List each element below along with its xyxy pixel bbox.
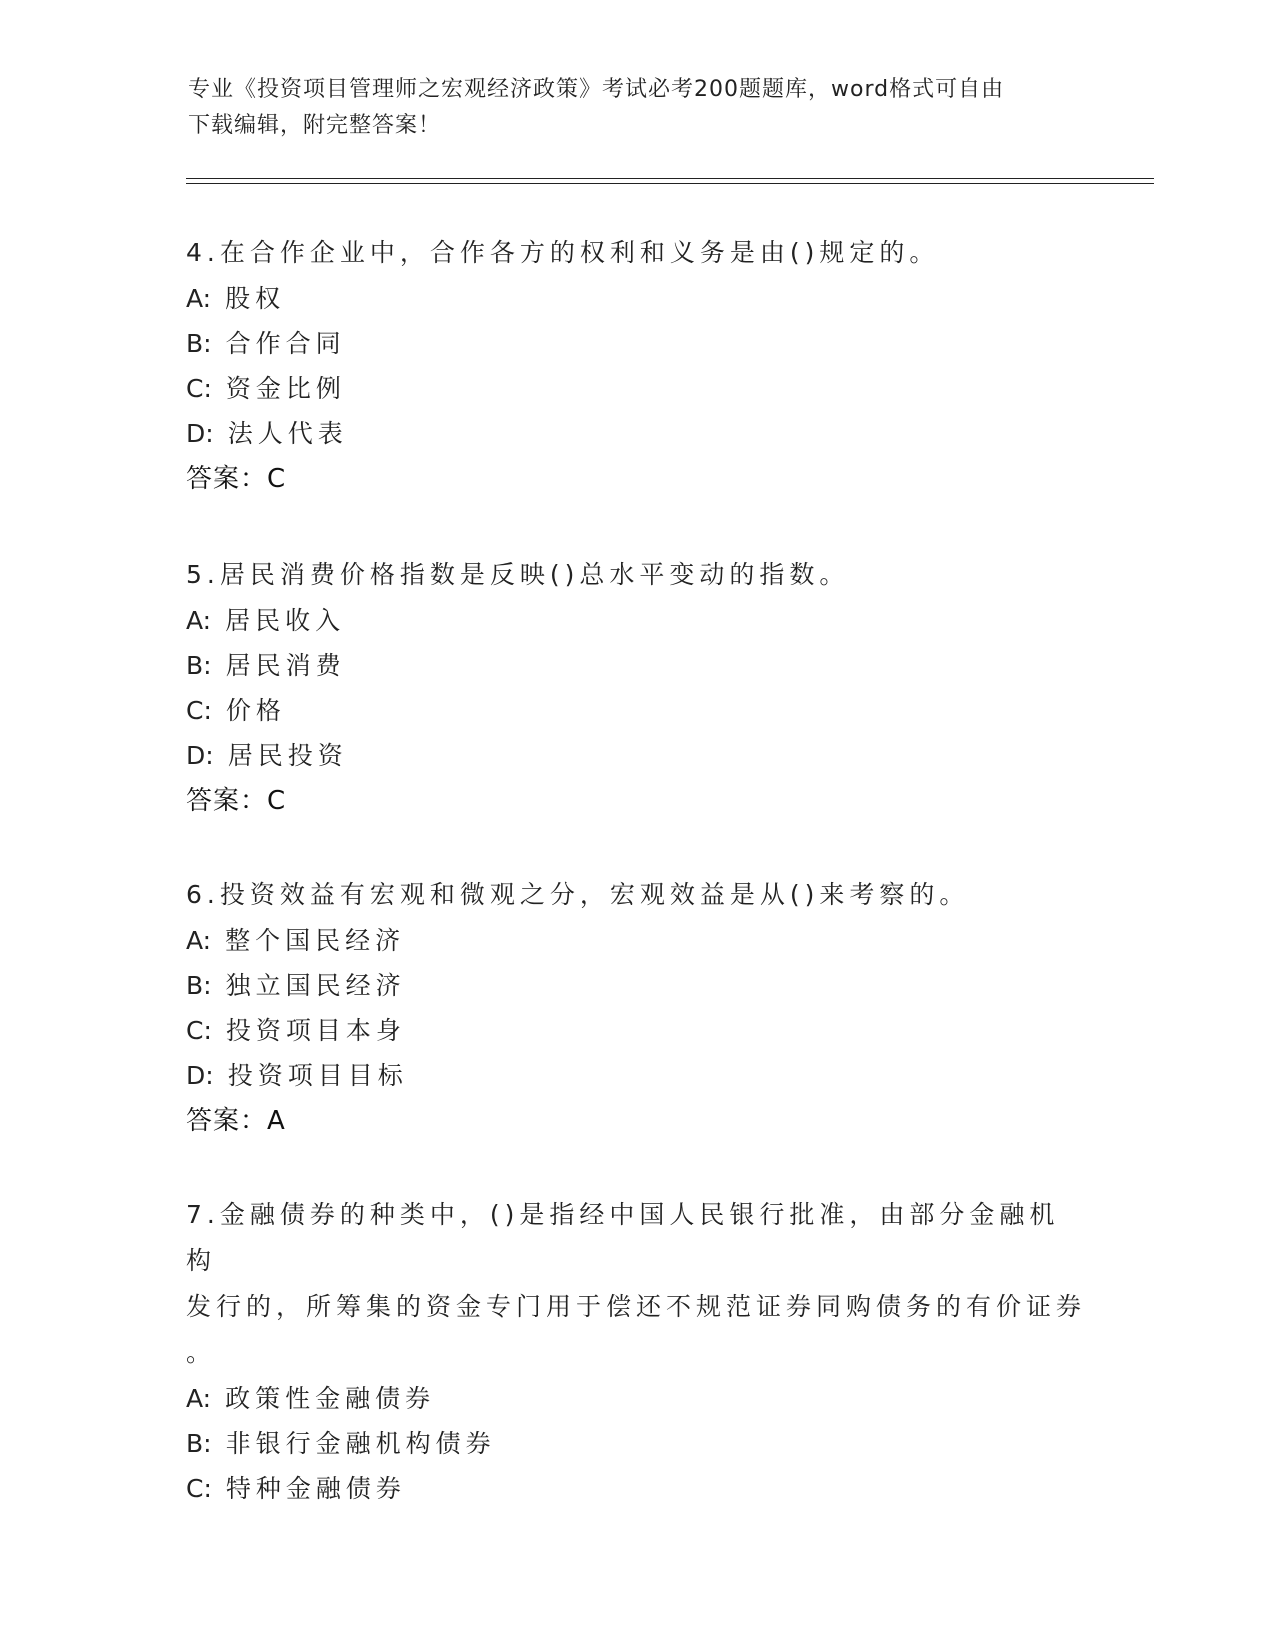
- option-b: [186, 1421, 1086, 1466]
- option-letter: D:: [186, 741, 214, 770]
- header-line-1: 专业《投资项目管理师之宏观经济政策》考试必考200题题库，word格式可自由: [188, 77, 1005, 102]
- option-letter: A:: [186, 284, 212, 313]
- option-text: 合作合同: [225, 329, 346, 358]
- document-header: [188, 72, 1068, 144]
- option-letter: B:: [186, 651, 212, 680]
- option-d: [186, 1053, 1086, 1098]
- option-text: 投资项目目标: [227, 1061, 408, 1090]
- question-block-5: [186, 552, 1086, 824]
- option-text: 政策性金融债券: [225, 1384, 436, 1413]
- option-text: 股权: [225, 284, 286, 313]
- question-text: 6.投资效益有宏观和微观之分，宏观效益是从()来考察的。: [186, 880, 970, 909]
- question-text-line-3: 。: [186, 1338, 217, 1367]
- option-text: 特种金融债券: [225, 1474, 406, 1503]
- answer-label: 答案：C: [186, 464, 287, 494]
- option-text: 居民收入: [225, 606, 346, 635]
- question-block-4: [186, 230, 1086, 502]
- question-text-line-1: 7.金融债券的种类中，()是指经中国人民银行批准，由部分金融机构: [186, 1200, 1060, 1275]
- option-c: [186, 688, 1086, 733]
- header-double-rule: [186, 178, 1154, 184]
- option-c: [186, 366, 1086, 411]
- option-letter: B:: [186, 971, 212, 1000]
- option-letter: B:: [186, 329, 212, 358]
- option-text: 整个国民经济: [225, 926, 406, 955]
- option-letter: C:: [186, 1016, 212, 1045]
- option-a: [186, 1376, 1086, 1421]
- option-text: 居民投资: [227, 741, 348, 770]
- question-block-6: [186, 872, 1086, 1144]
- option-letter: A:: [186, 1384, 212, 1413]
- option-c: [186, 1008, 1086, 1053]
- option-letter: A:: [186, 606, 212, 635]
- option-letter: C:: [186, 696, 212, 725]
- option-c: [186, 1466, 1086, 1511]
- option-letter: C:: [186, 374, 212, 403]
- question-text-line-2: 发行的，所筹集的资金专门用于偿还不规范证券同购债务的有价证券: [186, 1292, 1087, 1321]
- option-d: [186, 733, 1086, 778]
- question-block-7: [186, 1192, 1086, 1511]
- option-letter: B:: [186, 1429, 212, 1458]
- option-text: 非银行金融机构债券: [225, 1429, 496, 1458]
- option-letter: D:: [186, 419, 214, 448]
- option-letter: C:: [186, 1474, 212, 1503]
- option-d: [186, 411, 1086, 456]
- option-letter: A:: [186, 926, 212, 955]
- answer-label: 答案：C: [186, 786, 287, 816]
- question-text: 4.在合作企业中，合作各方的权利和义务是由()规定的。: [186, 238, 940, 267]
- option-a: [186, 918, 1086, 963]
- option-b: [186, 963, 1086, 1008]
- option-a: [186, 598, 1086, 643]
- option-text: 价格: [225, 696, 286, 725]
- option-text: 居民消费: [225, 651, 346, 680]
- option-text: 独立国民经济: [225, 971, 406, 1000]
- option-letter: D:: [186, 1061, 214, 1090]
- option-text: 法人代表: [227, 419, 348, 448]
- question-text: 5.居民消费价格指数是反映()总水平变动的指数。: [186, 560, 850, 589]
- option-a: [186, 276, 1086, 321]
- option-b: [186, 643, 1086, 688]
- answer-label: 答案：A: [186, 1106, 286, 1136]
- option-text: 资金比例: [225, 374, 346, 403]
- option-text: 投资项目本身: [225, 1016, 406, 1045]
- header-line-2: 下载编辑，附完整答案！: [188, 113, 442, 138]
- option-b: [186, 321, 1086, 366]
